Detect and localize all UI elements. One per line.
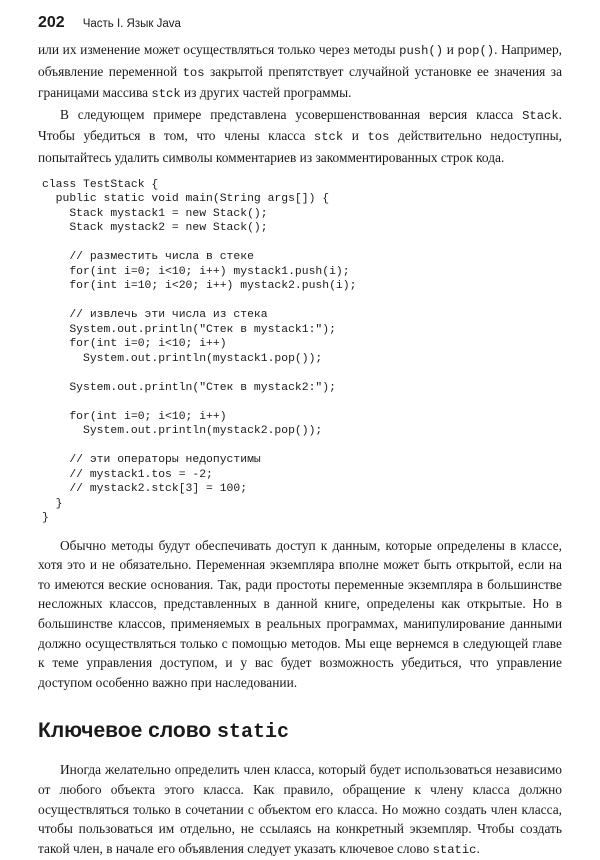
text: . bbox=[476, 840, 480, 856]
paragraph-3: Обычно методы будут обеспечивать доступ к данным, которые определены в классе, хотя это и не обязательно. Переменная экземпляра вполне может быть открытой, если на то имеются веские основания. Так, ради простоты переменные экземпляра в большинстве несложных классов, представленных в данной книге, определены как открытые. Но в большинстве классов, применяемых в реальных программах, манипулирование данными должно осуществляться только с помощью методов. Мы еще вернемся в следующей главе к теме управления доступом, и у вас будет возможность убедиться, что управление доступом особенно важно при наследовании. bbox=[38, 537, 562, 690]
paragraph-2 bbox=[38, 105, 562, 168]
text: и bbox=[443, 42, 458, 57]
page-header bbox=[38, 14, 562, 40]
inline-code: tos bbox=[182, 65, 205, 80]
page-number: 202 bbox=[38, 14, 65, 31]
text: . Например, объявление переменной bbox=[38, 42, 563, 79]
section-heading bbox=[38, 718, 562, 746]
running-head: Часть I. Язык Java bbox=[82, 18, 181, 30]
text: закрытой препятствует случайной установке ее значения за границами массива bbox=[38, 63, 563, 101]
inline-code: tos bbox=[367, 130, 390, 145]
inline-code: Stack bbox=[522, 108, 559, 123]
inline-code: push() bbox=[399, 44, 444, 58]
inline-code: stck bbox=[151, 87, 181, 102]
text: из других частей программы. bbox=[180, 85, 352, 101]
inline-code: static bbox=[432, 842, 477, 857]
paragraph-4 bbox=[38, 760, 562, 860]
text: . Чтобы убедиться в том, что члены класса bbox=[38, 106, 562, 144]
inline-code: stck bbox=[313, 130, 344, 145]
text: В следующем примере представлена усовершенствованная версия класса bbox=[60, 106, 523, 122]
paragraph-1 bbox=[38, 40, 562, 105]
heading-text: Ключевое слово bbox=[38, 719, 218, 743]
book-page bbox=[38, 14, 562, 860]
text: или их изменение может осуществляться только через методы bbox=[38, 42, 400, 57]
text: Иногда желательно определить член класса, который будет использоваться независимо от любого объекта этого класса. Как правило, обращение к члену класса должно осуществляться только в сочетании с объектом его класса. Но можно создать член класса, чтобы пользоваться им отдельно, не ссылаясь на конкретный экземпляр. Чтобы создать такой член, в начале его объявления следует указать ключевое слово bbox=[38, 762, 562, 856]
text: действительно недоступны, попытайтесь удалить символы комментариев из закомментированных строк кода. bbox=[38, 128, 562, 165]
heading-code: static bbox=[217, 721, 290, 745]
code-listing: class TestStack { public static void main(String args[]) { Stack mystack1 = new Stack(); Stack mystack2 = new Stack(); // разместить числа в стеке for(int i=0; i<10; i++) mystack1.push(i); for(int i=10; i<20; i++) mystack2.push(i); // извлечь эти числа из стека System.out.println("Стек в mystack1:"); for(int i=0; i<10; i++) System.out.println(mystack1.pop()); System.out.println("Стек в mystack2:"); for(int i=0; i<10; i++) System.out.println(mystack2.pop()); // эти операторы недопустимы // mystack1.tos = -2; // mystack2.stck[3] = 100; } } bbox=[42, 178, 357, 525]
inline-code: pop() bbox=[457, 44, 495, 58]
text: и bbox=[343, 128, 368, 144]
